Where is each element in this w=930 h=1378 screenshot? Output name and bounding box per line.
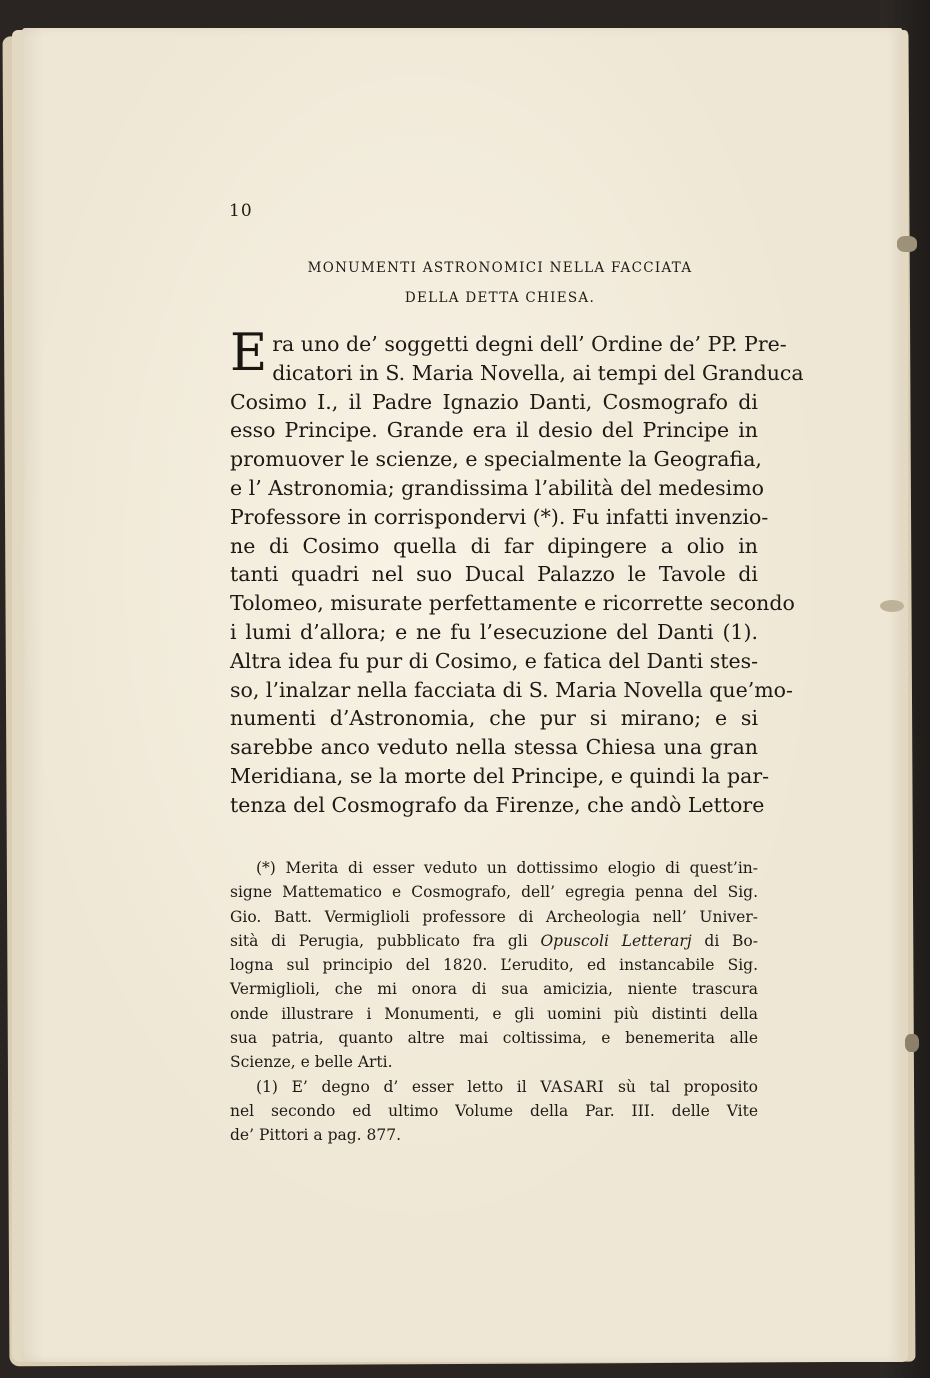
body-line: dicatori in S. Maria Novella, ai tempi del Granduca <box>272 360 804 385</box>
body-line: ra uno de’ soggetti degni dell’ Ordine de’ PP. Pre- <box>272 332 787 356</box>
footnote-star-line: (*) Merita di esser veduto un dottissimo elogio di quest’in- <box>256 859 758 877</box>
footnote-star-line: sua patria, quanto altre mai coltissima, e benemerita alle <box>230 1029 758 1048</box>
footnote-text: (1) E’ degno d’ esser letto il <box>256 1077 527 1096</box>
body-line: Cosimo I., il Padre Ignazio Danti, Cosmografo di <box>230 389 758 414</box>
body-line: ne di Cosimo quella di far dipingere a olio in <box>230 533 758 558</box>
page-number: 10 <box>229 201 253 221</box>
body-line: sarebbe anco veduto nella stessa Chiesa una gran <box>230 735 758 760</box>
body-line: so, l’inalzar nella facciata di S. Maria Novella que’mo- <box>230 677 793 702</box>
footnote-star-line: Scienze, e belle Arti. <box>230 1053 393 1072</box>
body-line: Professore in corrispondervi (*). Fu infatti invenzio- <box>230 504 769 529</box>
footnote-text: sù tal proposito <box>617 1077 758 1096</box>
footnote-text: sità di Perugia, pubblicato fra gli <box>230 931 528 950</box>
footnote-one-line <box>230 1075 758 1099</box>
footnote-star-line: onde illustrare i Monumenti, e gli uomini più distinti della <box>230 1004 758 1023</box>
footnote-text: di Bo- <box>704 931 758 950</box>
footnote-one-line: nel secondo ed ultimo Volume della Par. III. delle Vite <box>230 1101 758 1120</box>
footnote-star-line: logna sul principio del 1820. L’erudito, ed instancabile Sig. <box>230 956 758 975</box>
section-heading-line-1: MONUMENTI ASTRONOMICI NELLA FACCIATA <box>307 260 693 276</box>
body-text <box>230 324 804 820</box>
section-heading-line-2: DELLA DETTA CHIESA. <box>404 290 596 306</box>
body-line: tenza del Cosmografo da Firenze, che andò Lettore <box>230 792 765 817</box>
body-line: esso Principe. Grande era il desio del Principe in <box>230 418 758 443</box>
body-line: numenti d’Astronomia, che pur si mirano; e si <box>230 706 758 731</box>
footnote-one-line: de’ Pittori a pag. 877. <box>230 1126 402 1145</box>
binding-thread-knot <box>905 1034 919 1052</box>
body-line: Altra idea fu pur di Cosimo, e fatica del Danti stes- <box>230 648 759 673</box>
footnote-italic-title: Opuscoli Letterarj <box>540 931 692 950</box>
body-line: Tolomeo, misurate perfettamente e ricorrette secondo <box>230 591 795 616</box>
footnote-star-line: signe Mattematico e Cosmografo, dell’ egregia penna del Sig. <box>230 883 758 902</box>
drop-cap: E <box>230 324 268 383</box>
footnote-author-name: VASARI <box>540 1077 605 1096</box>
binding-thread-knot <box>880 600 904 612</box>
footnotes <box>230 856 758 1148</box>
footnote-star-line: Vermiglioli, che mi onora di sua amicizia, niente trascura <box>230 980 758 999</box>
footnote-star-line <box>230 929 758 953</box>
footnote-star-line: Gio. Batt. Vermiglioli professore di Archeologia nell’ Univer- <box>230 907 758 926</box>
body-line: e l’ Astronomia; grandissima l’abilità del medesimo <box>230 475 765 500</box>
body-line: i lumi d’allora; e ne fu l’esecuzione del Danti (1). <box>230 619 758 644</box>
binding-thread-knot <box>897 236 917 252</box>
body-line: tanti quadri nel suo Ducal Palazzo le Tavole di <box>230 562 758 587</box>
body-line: Meridiana, se la morte del Principe, e quindi la par- <box>230 763 770 788</box>
body-line: promuover le scienze, e specialmente la Geografia, <box>230 447 762 472</box>
